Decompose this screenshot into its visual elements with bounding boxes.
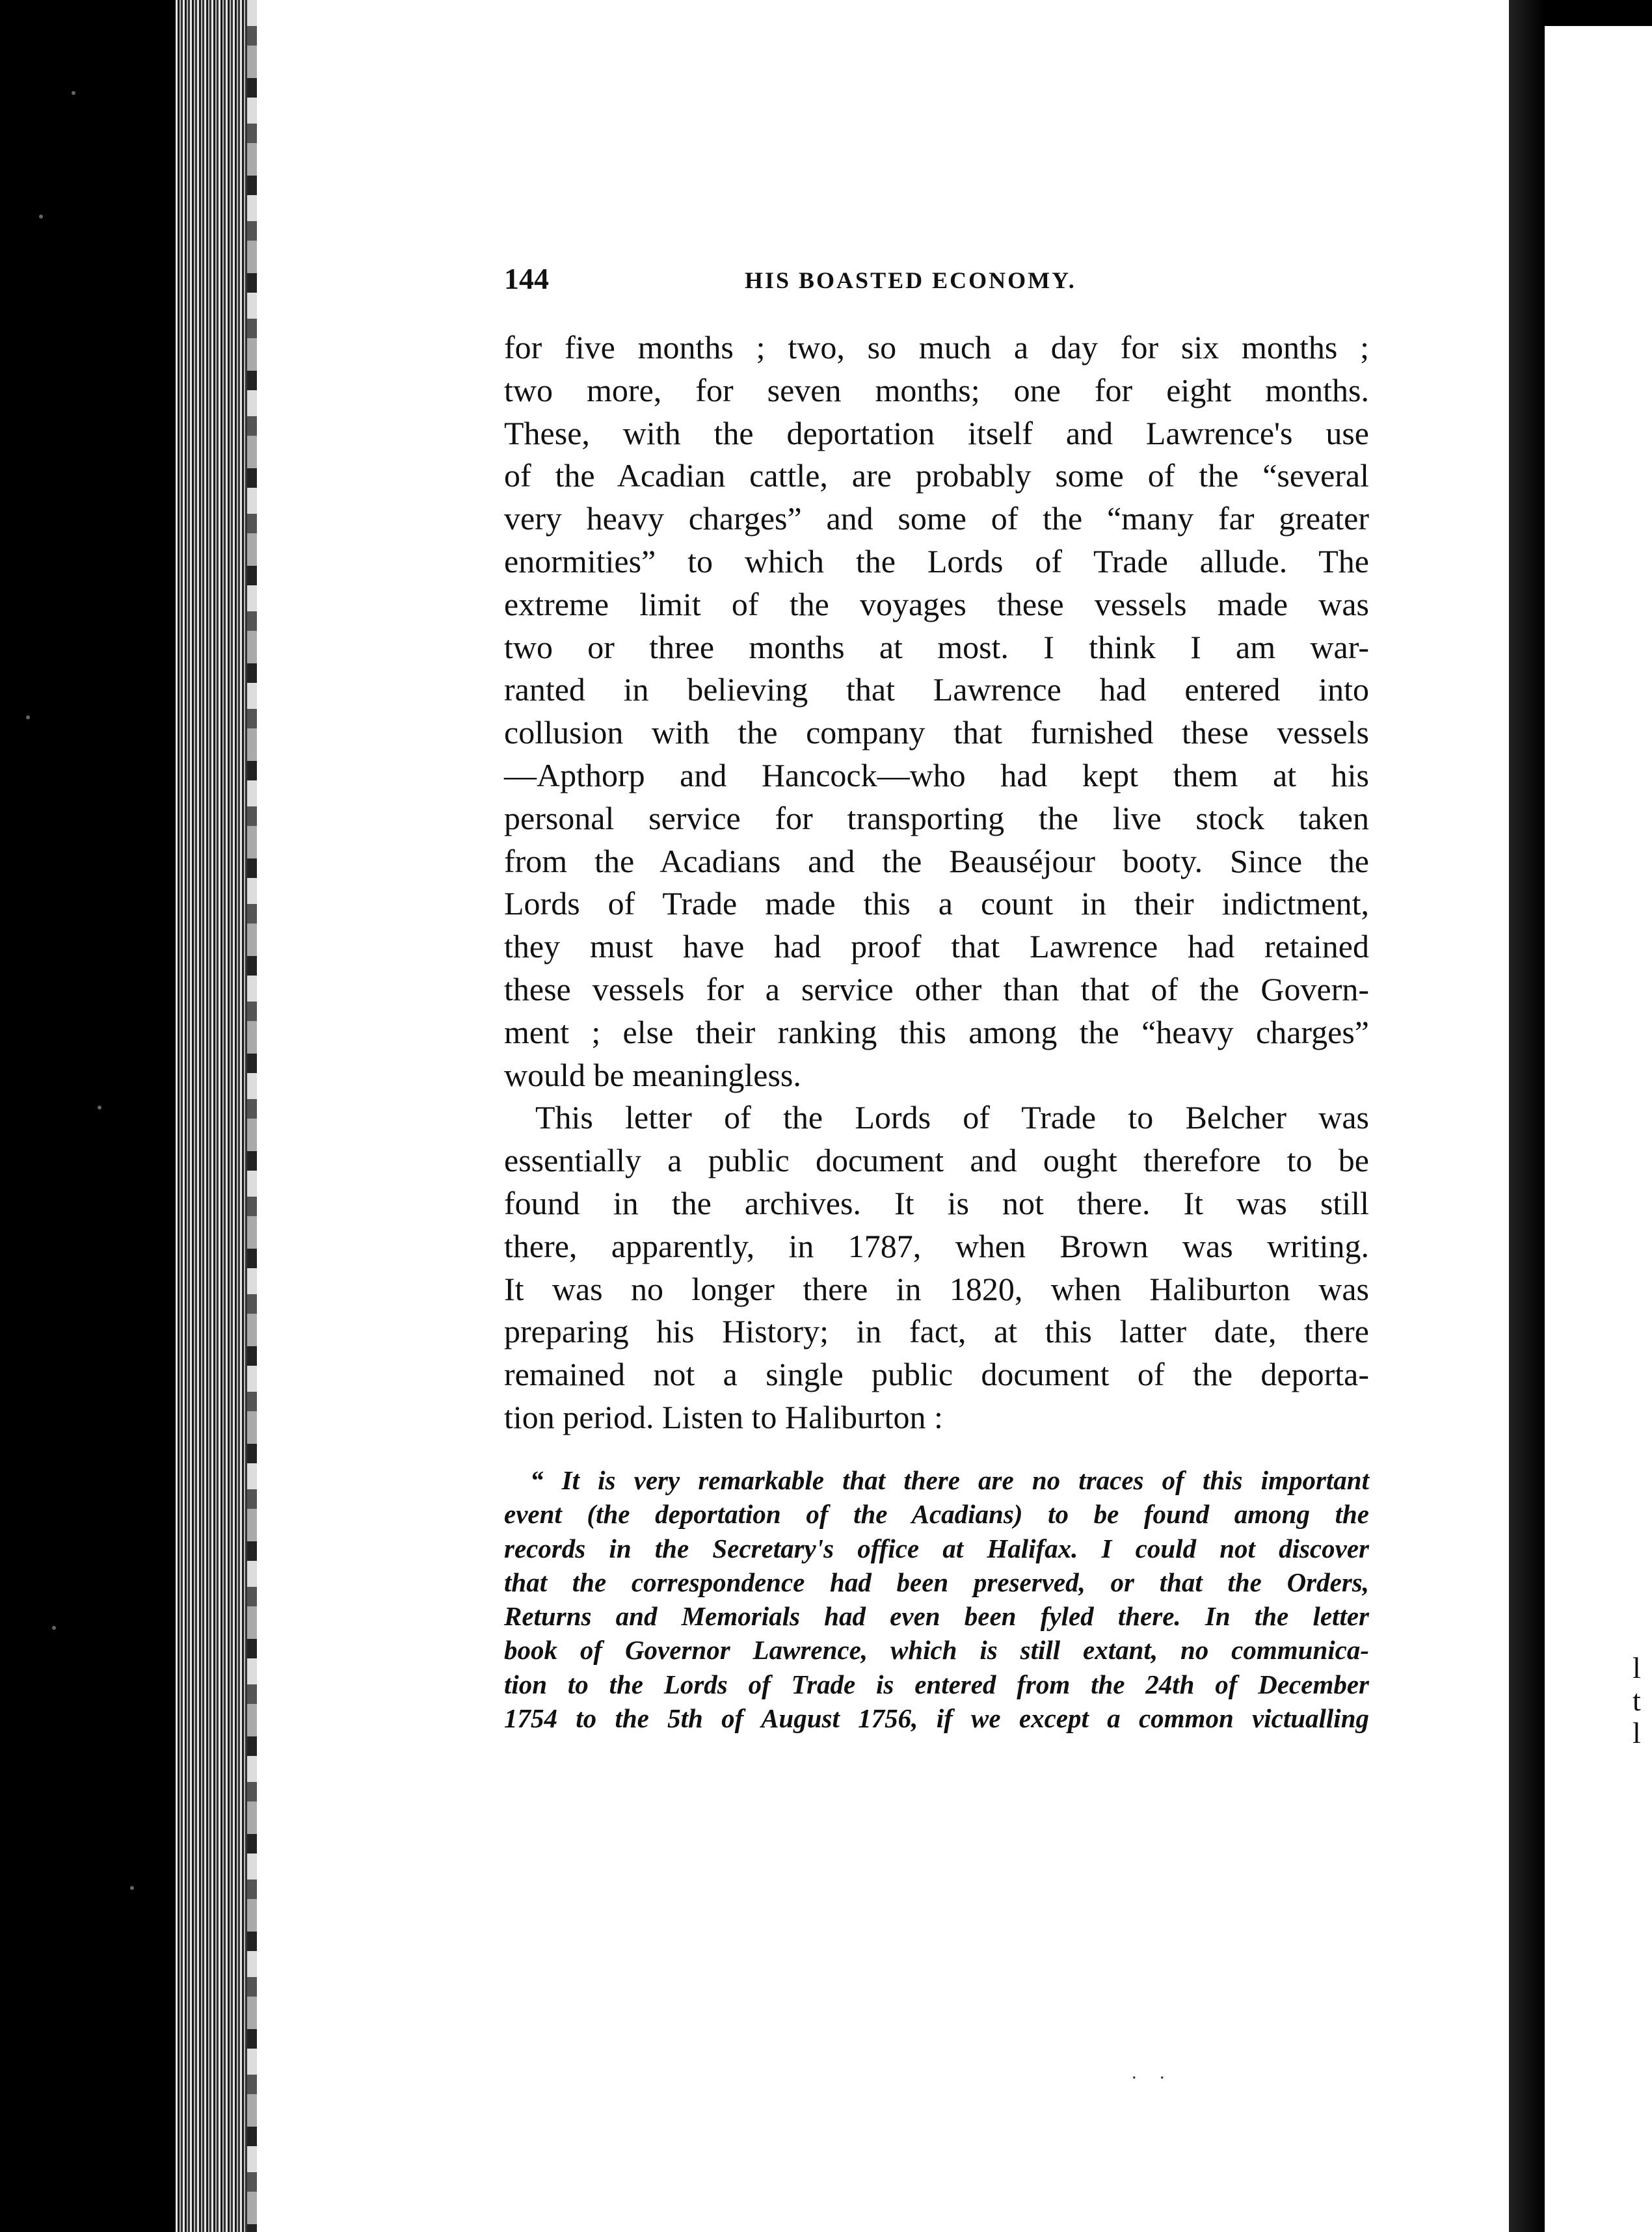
quote-line: 1754 to the 5th of August 1756, if we except a common victualling [504, 1703, 1369, 1734]
text-line: personal service for transporting the live stock taken [504, 799, 1369, 836]
block-quote [504, 1463, 1369, 1735]
running-head: HIS BOASTED ECONOMY. [745, 267, 1076, 293]
quote-line: event (the deportation of the Acadians) to be found among the [504, 1499, 1369, 1530]
footer-marks: . . [1132, 2062, 1174, 2083]
dust-speck [98, 1106, 101, 1109]
text-line: very heavy charges” and some of the “many far greater [504, 500, 1369, 537]
text-line: It was no longer there in 1820, when Haliburton was [504, 1270, 1369, 1307]
text-line: from the Acadians and the Beauséjour booty. Since the [504, 842, 1369, 879]
quote-line: records in the Secretary's office at Halifax. I could not discover [504, 1533, 1369, 1563]
text-line: two more, for seven months; one for eight months. [504, 371, 1369, 408]
text-line: essentially a public document and ought therefore to be [504, 1142, 1369, 1179]
text-line: remained not a single public document of the deporta- [504, 1356, 1369, 1393]
text-line: these vessels for a service other than that of the Govern- [504, 970, 1369, 1007]
text-line: Lords of Trade made this a count in their indictment, [504, 885, 1369, 922]
dust-speck [130, 1886, 134, 1890]
body-text [504, 326, 1369, 1439]
text-line: This letter of the Lords of Trade to Belcher was [535, 1099, 1369, 1136]
text-line: These, with the deportation itself and Lawrence's use [504, 414, 1369, 451]
text-line: would be meaningless. [504, 1056, 801, 1093]
text-line: there, apparently, in 1787, when Brown was writing. [504, 1227, 1369, 1264]
marbled-edge [247, 0, 257, 2232]
text-line: ranted in believing that Lawrence had entered into [504, 671, 1369, 708]
quote-line: Returns and Memorials had even been fyled there. In the letter [504, 1601, 1369, 1632]
scan-border [0, 0, 169, 2232]
text-line: —Apthorp and Hancock—who had kept them at his [504, 756, 1369, 793]
page-number: 144 [504, 262, 549, 295]
text-line: ment ; else their ranking this among the “heavy charges” [504, 1013, 1369, 1050]
quote-line: book of Governor Lawrence, which is still extant, no communica- [504, 1635, 1369, 1666]
quote-line: tion to the Lords of Trade is entered from the 24th of December [504, 1669, 1369, 1699]
text-line: they must have had proof that Lawrence had retained [504, 928, 1369, 965]
dust-speck [39, 215, 43, 219]
dust-speck [26, 715, 30, 719]
text-line: of the Acadian cattle, are probably some of the “several [504, 457, 1369, 494]
text-line: tion period. Listen to Haliburton : [504, 1398, 943, 1435]
text-line: preparing his History; in fact, at this latter date, there [504, 1313, 1369, 1350]
dust-speck [52, 1626, 56, 1630]
text-line: enormities” to which the Lords of Trade allude. The [504, 542, 1369, 579]
book-gutter [1509, 0, 1545, 2232]
page-header [504, 261, 1369, 307]
facing-page [1545, 26, 1652, 2232]
quote-line: “ It is very remarkable that there are no traces of this important [530, 1465, 1369, 1495]
dust-speck [72, 91, 75, 95]
text-line: extreme limit of the voyages these vessels made was [504, 585, 1369, 622]
text-line: two or three months at most. I think I am war- [504, 628, 1369, 665]
facing-page-text: l t l [1632, 1651, 1641, 1749]
text-line: collusion with the company that furnished these vessels [504, 714, 1369, 751]
quote-line: that the correspondence had been preserved, or that the Orders, [504, 1567, 1369, 1597]
text-line: found in the archives. It is not there. It was still [504, 1184, 1369, 1221]
text-line: for five months ; two, so much a day for six months ; [504, 329, 1369, 365]
book-page-edges [176, 0, 247, 2232]
